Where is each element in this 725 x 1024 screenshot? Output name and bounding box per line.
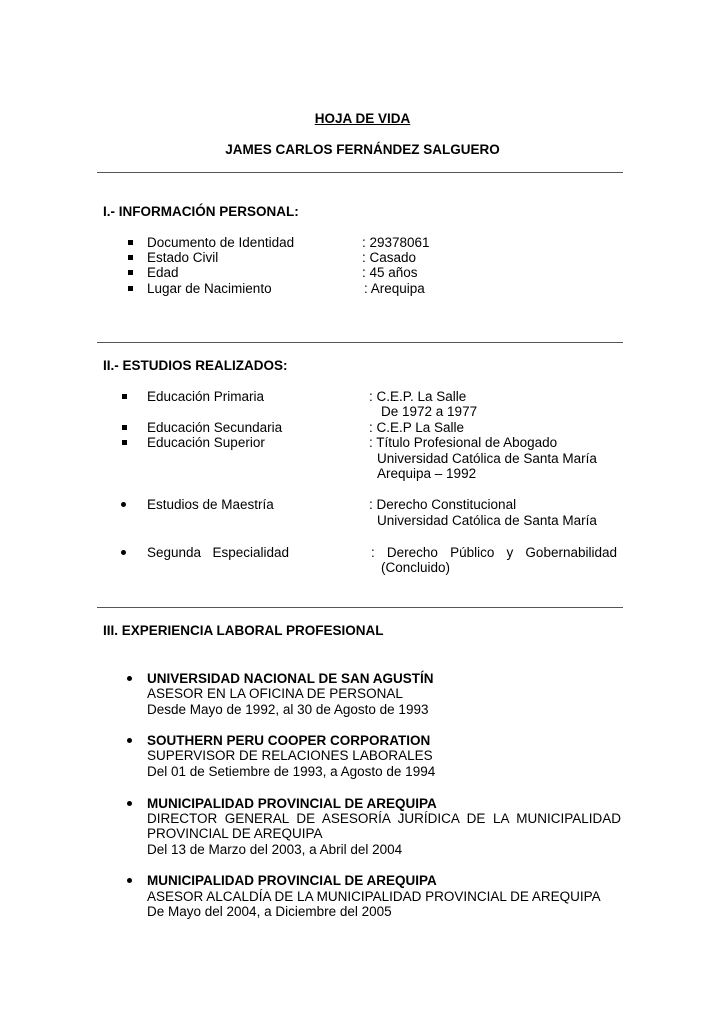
info-label: Documento de Identidad bbox=[147, 235, 295, 250]
study-label: Segunda Especialidad bbox=[147, 545, 289, 560]
study-value: Universidad Católica de Santa María bbox=[377, 451, 597, 466]
job-role: DIRECTOR GENERAL DE ASESORÍA JURÍDICA DE LA MUNICIPALIDAD bbox=[147, 811, 621, 826]
study-label: Estudios de Maestría bbox=[147, 497, 274, 512]
study-value: Arequipa – 1992 bbox=[377, 466, 477, 481]
square-bullet-icon bbox=[122, 425, 127, 430]
round-bullet-icon bbox=[121, 550, 126, 555]
document-title: HOJA DE VIDA bbox=[314, 111, 411, 126]
study-value: (Concluido) bbox=[381, 560, 451, 575]
job-period: De Mayo del 2004, a Diciembre del 2005 bbox=[147, 904, 392, 919]
square-bullet-icon bbox=[122, 440, 127, 445]
job-period: Del 13 de Marzo del 2003, a Abril del 2004 bbox=[147, 842, 403, 857]
study-label: Educación Superior bbox=[147, 435, 265, 450]
job-period: Del 01 de Setiembre de 1993, a Agosto de 1994 bbox=[147, 764, 436, 779]
square-bullet-icon bbox=[128, 270, 133, 275]
job-role: ASESOR EN LA OFICINA DE PERSONAL bbox=[147, 686, 403, 701]
job-organization: SOUTHERN PERU COOPER CORPORATION bbox=[147, 733, 431, 748]
round-bullet-icon bbox=[127, 738, 132, 743]
job-role: ASESOR ALCALDÍA DE LA MUNICIPALIDAD PROVINCIAL DE AREQUIPA bbox=[147, 889, 601, 904]
study-value: : C.E.P. La Salle bbox=[369, 389, 467, 404]
info-value: : 29378061 bbox=[362, 235, 430, 250]
round-bullet-icon bbox=[127, 801, 132, 806]
info-label: Estado Civil bbox=[147, 250, 219, 265]
study-value: : Derecho Constitucional bbox=[369, 497, 517, 512]
square-bullet-icon bbox=[122, 394, 127, 399]
round-bullet-icon bbox=[121, 502, 126, 507]
round-bullet-icon bbox=[127, 676, 132, 681]
info-value: : Casado bbox=[362, 250, 417, 265]
section-heading-studies: II.- ESTUDIOS REALIZADOS: bbox=[103, 358, 288, 373]
divider bbox=[97, 342, 623, 343]
study-value: : Derecho Público y Gobernabilidad bbox=[371, 545, 617, 560]
square-bullet-icon bbox=[128, 255, 133, 260]
info-value: : 45 años bbox=[362, 265, 418, 280]
person-name: JAMES CARLOS FERNÁNDEZ SALGUERO bbox=[225, 142, 500, 157]
info-label: Lugar de Nacimiento bbox=[147, 281, 272, 296]
job-role-continued: PROVINCIAL DE AREQUIPA bbox=[147, 826, 323, 841]
square-bullet-icon bbox=[128, 286, 133, 291]
study-value: De 1972 a 1977 bbox=[381, 404, 478, 419]
info-label: Edad bbox=[147, 265, 179, 280]
job-role: SUPERVISOR DE RELACIONES LABORALES bbox=[147, 748, 433, 763]
study-value: Universidad Católica de Santa María bbox=[377, 513, 597, 528]
job-organization: MUNICIPALIDAD PROVINCIAL DE AREQUIPA bbox=[147, 796, 437, 811]
info-value: : Arequipa bbox=[364, 281, 425, 296]
divider bbox=[97, 172, 623, 173]
section-heading-experience: III. EXPERIENCIA LABORAL PROFESIONAL bbox=[103, 623, 384, 638]
study-value: : C.E.P La Salle bbox=[369, 420, 465, 435]
section-heading-personal: I.- INFORMACIÓN PERSONAL: bbox=[103, 204, 299, 219]
job-organization: MUNICIPALIDAD PROVINCIAL DE AREQUIPA bbox=[147, 873, 437, 888]
square-bullet-icon bbox=[128, 240, 133, 245]
study-label: Educación Secundaria bbox=[147, 420, 283, 435]
job-organization: UNIVERSIDAD NACIONAL DE SAN AGUSTÍN bbox=[147, 671, 434, 686]
divider bbox=[97, 607, 623, 608]
study-label: Educación Primaria bbox=[147, 389, 265, 404]
job-period: Desde Mayo de 1992, al 30 de Agosto de 1993 bbox=[147, 702, 429, 717]
round-bullet-icon bbox=[127, 878, 132, 883]
study-value: : Título Profesional de Abogado bbox=[369, 435, 558, 450]
